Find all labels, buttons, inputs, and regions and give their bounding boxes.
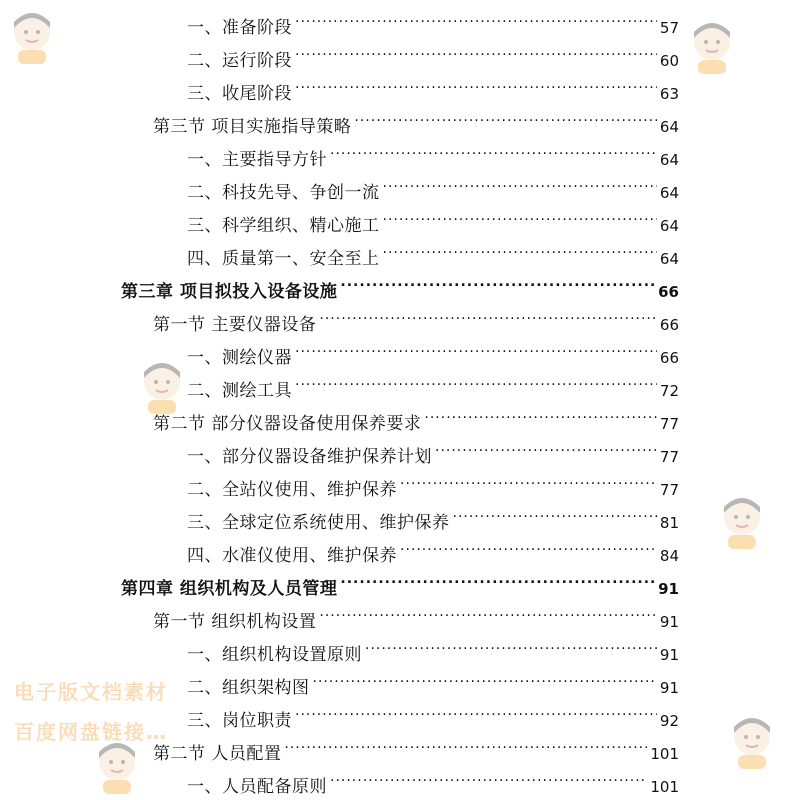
toc-dot-leader: [313, 660, 657, 693]
toc-entry-title: 四、水准仪使用、维护保养: [187, 546, 397, 566]
toc-entry-page-number: 91: [659, 646, 679, 664]
toc-dot-leader: [330, 759, 647, 792]
toc-entry-item[interactable]: [187, 693, 679, 731]
toc-entry-title: 四、质量第一、安全至上: [187, 249, 380, 269]
toc-entry-title: 第四章 组织机构及人员管理: [121, 579, 338, 599]
watermark-face-icon: [720, 495, 764, 551]
toc-entry-page-number: 66: [658, 283, 679, 301]
toc-entry-page-number: 77: [659, 415, 679, 433]
toc-entry-title: 第三节 项目实施指导策略: [153, 117, 352, 137]
toc-entry-title: 一、主要指导方针: [187, 150, 327, 170]
toc-entry-item[interactable]: [187, 198, 679, 236]
toc-entry-item[interactable]: [187, 462, 679, 500]
toc-entry-item[interactable]: [187, 165, 679, 203]
toc-entry-title: 一、人员配备原则: [187, 777, 327, 797]
watermark-face-icon: [10, 10, 54, 66]
toc-dot-leader: [284, 726, 647, 759]
toc-entry-page-number: 66: [659, 316, 679, 334]
toc-entry-title: 二、全站仪使用、维护保养: [187, 480, 397, 500]
toc-entry-page-number: 60: [659, 52, 679, 70]
toc-entry-item[interactable]: [187, 660, 679, 698]
toc-dot-leader: [424, 396, 657, 429]
toc-dot-leader: [340, 264, 655, 297]
toc-entry-page-number: 63: [659, 85, 679, 103]
toc-entry-title: 一、组织机构设置原则: [187, 645, 362, 665]
toc-entry-page-number: 64: [659, 250, 679, 268]
toc-entry-item[interactable]: [187, 495, 679, 533]
toc-entry-page-number: 64: [659, 184, 679, 202]
toc-entry-page-number: 72: [659, 382, 679, 400]
toc-entry-title: 第二节 部分仪器设备使用保养要求: [153, 414, 422, 434]
toc-dot-leader: [295, 330, 657, 363]
toc-entry-title: 第二节 人员配置: [153, 744, 282, 764]
watermark-text-line1: 电子版文档素材: [14, 680, 168, 704]
toc-entry-section[interactable]: [153, 594, 679, 632]
toc-entry-title: 二、运行阶段: [187, 51, 292, 71]
toc-dot-leader: [295, 0, 657, 33]
toc-entry-page-number: 101: [650, 778, 679, 796]
toc-dot-leader: [295, 363, 657, 396]
toc-entry-item[interactable]: [187, 528, 679, 566]
toc-entry-title: 一、部分仪器设备维护保养计划: [187, 447, 432, 467]
toc-entry-item[interactable]: [187, 0, 679, 38]
watermark-text-line2: 百度网盘链接…: [14, 720, 168, 744]
toc-entry-page-number: 64: [659, 151, 679, 169]
toc-entry-page-number: 91: [659, 679, 679, 697]
toc-entry-page-number: 84: [659, 547, 679, 565]
toc-dot-leader: [383, 231, 657, 264]
toc-entry-section[interactable]: [153, 396, 679, 434]
toc-entry-title: 三、科学组织、精心施工: [187, 216, 380, 236]
toc-dot-leader: [295, 33, 657, 66]
toc-entry-page-number: 92: [659, 712, 679, 730]
toc-entry-item[interactable]: [187, 231, 679, 269]
toc-dot-leader: [383, 198, 657, 231]
toc-entry-chapter[interactable]: [121, 561, 679, 599]
toc-entry-section[interactable]: [153, 297, 679, 335]
toc-entry-page-number: 91: [658, 580, 679, 598]
toc-dot-leader: [295, 693, 657, 726]
toc-entry-page-number: 64: [659, 217, 679, 235]
watermark-face-icon: [95, 740, 139, 796]
toc-dot-leader: [383, 165, 657, 198]
toc-entry-item[interactable]: [187, 363, 679, 401]
toc-entry-page-number: 81: [659, 514, 679, 532]
toc-entry-section[interactable]: [153, 726, 679, 764]
toc-entry-title: 第一节 组织机构设置: [153, 612, 317, 632]
toc-entry-chapter[interactable]: [121, 264, 679, 302]
toc-dot-leader: [400, 528, 657, 561]
toc-entry-title: 二、组织架构图: [187, 678, 310, 698]
toc-entry-item[interactable]: [187, 66, 679, 104]
toc-entry-item[interactable]: [187, 429, 679, 467]
toc-dot-leader: [319, 594, 657, 627]
toc-dot-leader: [400, 462, 657, 495]
watermark-face-icon: [730, 715, 774, 771]
toc-dot-leader: [340, 561, 655, 594]
toc-dot-leader: [319, 297, 657, 330]
toc-dot-leader: [453, 495, 657, 528]
toc-entry-page-number: 57: [659, 19, 679, 37]
toc-entry-page-number: 77: [659, 481, 679, 499]
toc-entry-title: 一、测绘仪器: [187, 348, 292, 368]
toc-dot-leader: [435, 429, 657, 462]
toc-dot-leader: [295, 66, 657, 99]
toc-entry-page-number: 66: [659, 349, 679, 367]
toc-entry-title: 第三章 项目拟投入设备设施: [121, 282, 338, 302]
toc-entry-item[interactable]: [187, 330, 679, 368]
toc-entry-title: 二、科技先导、争创一流: [187, 183, 380, 203]
toc-entry-title: 三、岗位职责: [187, 711, 292, 731]
toc-entry-page-number: 64: [659, 118, 679, 136]
toc-dot-leader: [330, 132, 657, 165]
toc-entry-section[interactable]: [153, 99, 679, 137]
toc-entry-title: 一、准备阶段: [187, 18, 292, 38]
toc-entry-item[interactable]: [187, 132, 679, 170]
toc-entry-title: 三、收尾阶段: [187, 84, 292, 104]
toc-entry-page-number: 101: [650, 745, 679, 763]
watermark-face-icon: [690, 20, 734, 76]
toc-entry-page-number: 77: [659, 448, 679, 466]
toc-dot-leader: [354, 99, 657, 132]
toc-entry-item[interactable]: [187, 759, 679, 797]
toc-entry-title: 第一节 主要仪器设备: [153, 315, 317, 335]
toc-entry-item[interactable]: [187, 33, 679, 71]
toc-entry-title: 三、全球定位系统使用、维护保养: [187, 513, 450, 533]
toc-entry-title: 二、测绘工具: [187, 381, 292, 401]
toc-entry-item[interactable]: [187, 627, 679, 665]
toc-entry-page-number: 91: [659, 613, 679, 631]
toc-dot-leader: [365, 627, 657, 660]
